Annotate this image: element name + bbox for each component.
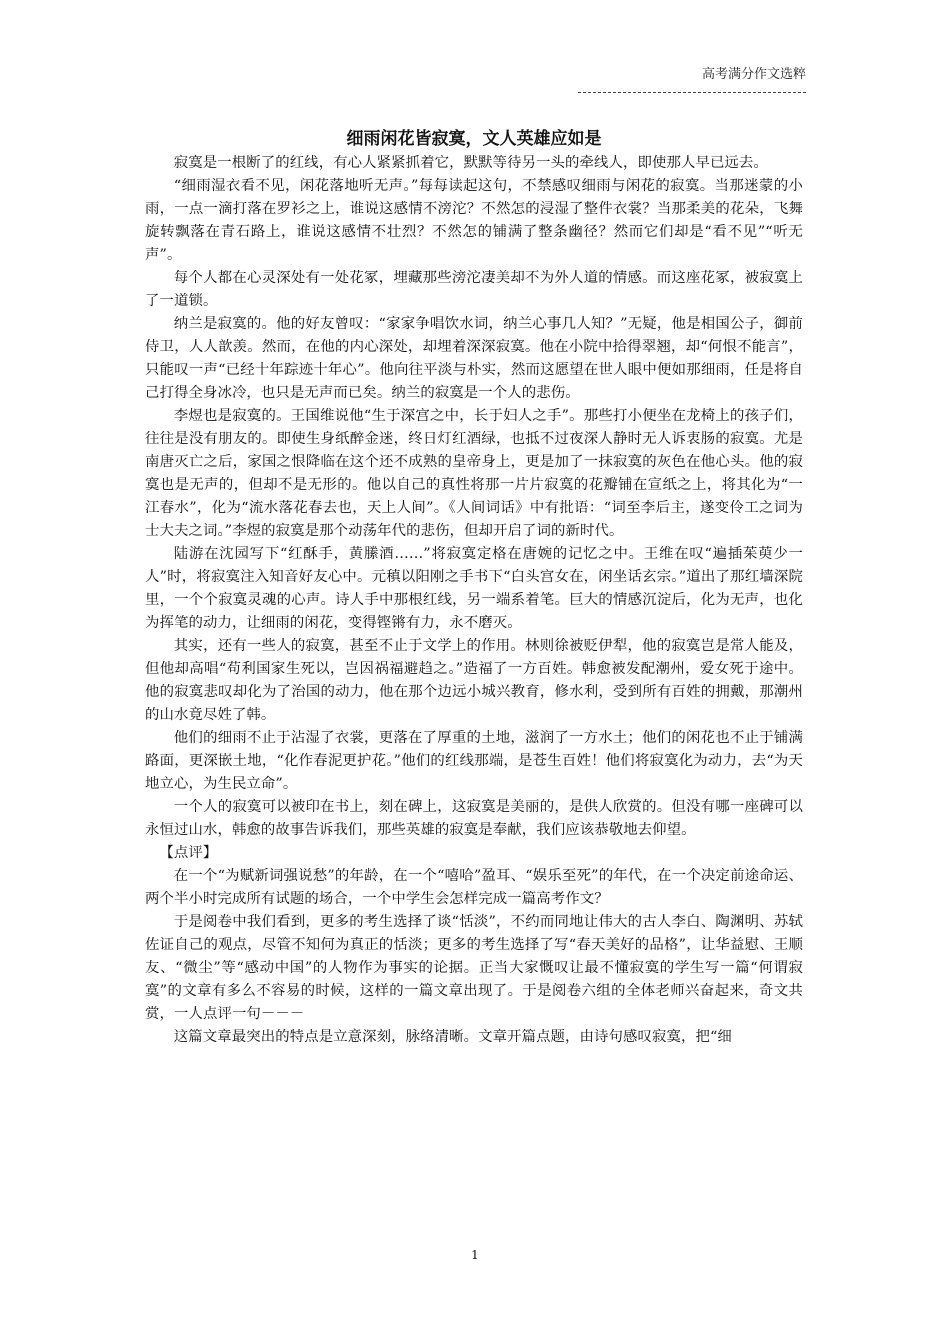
- essay-paragraph: 他们的细雨不止于沾湿了衣裳，更落在了厚重的土地，滋润了一方水土；他们的闲花也不止于铺满路面，更深嵌土地，“化作春泥更护花。”他们的红线那端，是苍生百姓！他们将寂寞化为动力，去“为天地立心，为生民立命”。: [145, 730, 803, 792]
- essay-paragraph: 其实，还有一些人的寂寞，甚至不止于文学上的作用。林则徐被贬伊犁，他的寂寞岂是常人能及，但他却高唱“苟利国家生死以，岂因祸福避趋之。”造福了一方百姓。韩愈被发配潮州，爱女死于途中。他的寂寞悲叹却化为了治国的动力，他在那个边远小城兴教育，修水利，受到所有百姓的拥戴，那潮州的山水竟尽姓了韩。: [145, 638, 803, 723]
- document-body: [145, 152, 803, 1049]
- essay-paragraph: 一个人的寂寞可以被印在书上，刻在碑上，这寂寞是美丽的，是供人欣赏的。但没有哪一座碑可以永恒过山水，韩愈的故事告诉我们，那些英雄的寂寞是奉献，我们应该恭敬地去仰望。: [145, 799, 803, 838]
- page-number: 1: [471, 1248, 479, 1262]
- essay-paragraph: “细雨湿衣看不见，闲花落地听无声。”每每读起这句，不禁感叹细雨与闲花的寂寞。当那迷蒙的小雨，一点一滴打落在罗衫之上，谁说这感情不滂沱？不然怎的浸湿了整件衣裳？当那柔美的花朵，飞舞旋转飘落在青石路上，谁说这感情不壮烈？不然怎的铺满了整条幽径？然而它们却是“看不见”“听无声”。: [145, 178, 803, 263]
- page-header: [578, 66, 806, 93]
- essay-paragraph: 每个人都在心灵深处有一处花冢，埋藏那些滂沱凄美却不为外人道的情感。而这座花冢，被寂寞上了一道锁。: [145, 270, 803, 309]
- essay-paragraph: 纳兰是寂寞的。他的好友曾叹：“家家争唱饮水词，纳兰心事几人知？”无疑，他是相国公子，御前侍卫，人人歆羡。然而，在他的内心深处，却埋着深深寂寞。他在小院中拾得翠翘，却“何恨不能言”，只能叹一声“已经十年踪迹十年心”。他向往平淡与朴实，然而这愿望在世人眼中便如那细雨，任是将自己打得全身冰冷，也只是无声而已矣。纳兰的寂寞是一个人的悲伤。: [145, 316, 803, 401]
- review-paragraph: 于是阅卷中我们看到，更多的考生选择了谈“恬淡”，不约而同地让伟大的古人李白、陶渊明、苏轼佐证自己的观点，尽管不知何为真正的恬淡；更多的考生选择了写“春天美好的品格”，让华益慰、王顺友、“微尘”等“感动中国”的人物作为事实的论据。正当大家慨叹让最不懂寂寞的学生写一篇“何谓寂寞”的文章有多么不容易的时候，这样的一篇文章出现了。于是阅卷六组的全体老师兴奋起来，奇文共赏，一人点评一句－－－: [145, 914, 803, 1022]
- review-paragraph: 这篇文章最突出的特点是立意深刻，脉络清晰。文章开篇点题，由诗句感叹寂寞，把“细: [173, 1029, 732, 1045]
- essay-title: 细雨闲花皆寂寞，文人英雄应如是: [346, 129, 602, 149]
- review-paragraph: 在一个“为赋新词强说愁”的年龄，在一个“嘻哈”盈耳、“娱乐至死”的年代，在一个决定前途命运、两个半小时完成所有试题的场合，一个中学生会怎样完成一篇高考作文？: [145, 868, 803, 907]
- header-divider: [578, 92, 806, 93]
- header-title: 高考满分作文选粹: [701, 67, 806, 82]
- essay-paragraph: 陆游在沈园写下“红酥手，黄縢酒……”将寂寞定格在唐婉的记忆之中。王维在叹“遍插茱萸少一人”时，将寂寞注入知音好友心中。元稹以阳刚之手书下“白头宫女在，闲坐话玄宗。”道出了那红墙深院里，一个个寂寞灵魂的心声。诗人手中那根红线，另一端系着笔。巨大的情感沉淀后，化为无声，也化为挥笔的动力，让细雨的闲花，变得铿锵有力，永不磨灭。: [145, 546, 803, 631]
- essay-paragraph: 寂寞是一根断了的红线，有心人紧紧抓着它，默默等待另一头的牵线人，即使那人早已远去。: [173, 155, 768, 171]
- essay-paragraph: 李煜也是寂寞的。王国维说他“生于深宫之中，长于妇人之手”。那些打小便坐在龙椅上的孩子们，往往是没有朋友的。即使生身纸醉金迷，终日灯红酒绿，也抵不过夜深人静时无人诉衷肠的寂寞。尤是南唐灭亡之后，家国之恨降临在这个还不成熟的皇帝身上，更是加了一抹寂寞的灰色在他心头。他的寂寞也是无声的，但却不是无形的。他以自己的真性将那一片片寂寞的花瓣铺在宣纸之上，将其化为“一江春水”，化为“流水落花春去也，天上人间”。《人间词话》中有批语：“词至李后主，遂变伶工之词为士大夫之词。”李煜的寂寞是那个动荡年代的悲伤，但却开启了词的新时代。: [145, 408, 803, 539]
- review-label: 【点评】: [159, 845, 218, 861]
